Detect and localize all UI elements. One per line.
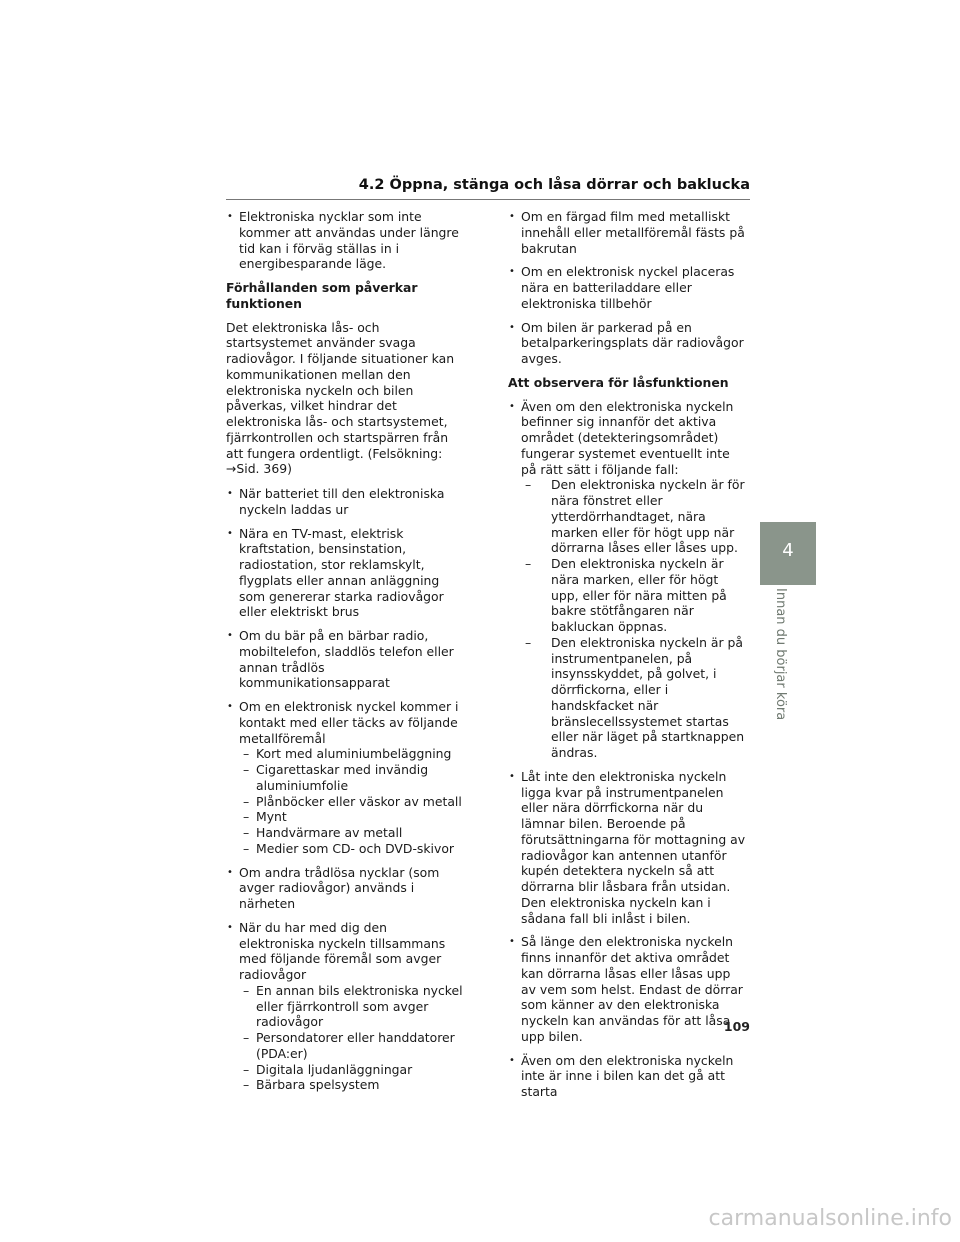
list-item xyxy=(226,526,466,621)
list-item-text: Om en färgad film med metalliskt innehåll eller metallföremål fästs på bakrutan xyxy=(521,209,745,256)
sub-list-item: – Den elektroniska nyckeln är för nära fönstret eller ytterdörrhandtaget, nära marken eller för högt upp när dörrarna låses eller låses upp. xyxy=(508,477,748,556)
paragraph-text: Det elektroniska lås- och startsystemet använder svaga radiovågor. I följande situationer kan kommunikationen mellan den elektroniska nyckeln och bilen påverkas, vilket hindrar det elektroniska lås- och startsystemet, fjärrkontrollen och startspärren från att fungera ordentligt. (Felsökning: xyxy=(226,319,455,461)
list-item xyxy=(508,399,748,761)
conditions-list xyxy=(226,486,466,1093)
section-heading: Förhållanden som påverkar funktionen xyxy=(226,280,418,311)
sub-list-item: – Cigarettaskar med invändig aluminiumfolie xyxy=(226,762,466,794)
list-item-text: Om en elektronisk nyckel kommer i kontakt med eller täcks av följande metallföremål xyxy=(239,699,459,746)
sub-list-item: – Persondatorer eller handdatorer (PDA:er) xyxy=(226,1030,466,1062)
list-item xyxy=(226,865,466,912)
body-paragraph xyxy=(226,320,466,478)
list-item xyxy=(508,769,748,927)
list-item-text: Om andra trådlösa nycklar (som avger radiovågor) används i närheten xyxy=(239,864,440,911)
list-item-text: Nära en TV-mast, elektrisk kraftstation, bensinstation, radiostation, stor reklamskylt, flygplats eller annan anläggning som genererar starka radiovågor eller elektriskt brus xyxy=(239,525,444,620)
list-item xyxy=(226,920,466,1093)
list-item xyxy=(508,320,748,367)
sub-list-item: – Plånböcker eller väskor av metall xyxy=(226,794,466,810)
sub-list-item: – Medier som CD- och DVD-skivor xyxy=(226,841,466,857)
sub-list-item: – En annan bils elektroniska nyckel eller fjärrkontroll som avger radiovågor xyxy=(226,983,466,1030)
watermark: carmanualsonline.info xyxy=(708,1206,952,1231)
sub-list xyxy=(508,477,748,761)
chapter-header: 4.2 Öppna, stänga och låsa dörrar och baklucka xyxy=(358,177,750,193)
sub-list xyxy=(226,746,466,856)
sub-list-item: – Digitala ljudanläggningar xyxy=(226,1062,466,1078)
list-item-text: När du har med dig den elektroniska nyckeln tillsammans med följande föremål som avger radiovågor xyxy=(239,919,446,982)
right-column xyxy=(508,209,748,1108)
list-item xyxy=(226,628,466,691)
list-item-text: När batteriet till den elektroniska nyckeln laddas ur xyxy=(239,486,445,517)
chapter-side-label: Innan du börjar köra xyxy=(773,588,788,721)
lock-notes-list xyxy=(508,399,748,1100)
sub-list-item: – Bärbara spelsystem xyxy=(226,1077,466,1093)
list-item xyxy=(226,486,466,518)
sub-list-item: – Mynt xyxy=(226,809,466,825)
list-item-text: Så länge den elektroniska nyckeln finns innanför det aktiva området kan dörrarna låsas eller låsas upp av vem som helst. Endast de dörrar som känner av den elektroniska nyckeln kan användas för att låsa upp bilen. xyxy=(521,934,743,1044)
conditions-list-continued xyxy=(508,209,748,367)
sub-list-item: – Den elektroniska nyckeln är nära marken, eller för högt upp, eller för nära mitten på bakre stötfångaren när bakluckan öppnas. xyxy=(508,556,748,635)
sub-list-item: – Den elektroniska nyckeln är på instrumentpanelen, på insynsskyddet, på golvet, i dörrfickorna, eller i handskfacket när bränslecellssystemet startas eller när läget på startknappen ändras. xyxy=(508,635,748,761)
list-item-text: Om en elektronisk nyckel placeras nära en batteriladdare eller elektroniska tillbehör xyxy=(521,264,735,311)
list-item-text: Elektroniska nycklar som inte kommer att användas under längre tid kan i förväg ställas in i energibesparande läge. xyxy=(239,209,459,272)
list-item-text: Låt inte den elektroniska nyckeln ligga kvar på instrumentpanelen eller nära dörrfickorna när du lämnar bilen. Beroende på förutsättningarna för mottagning av radiovågor kan antennen utanför kupén detektera nyckeln så att dörrarna blir låsbara från utsidan. Den elektroniska nyckeln kan i sådana fall bli inlåst i bilen. xyxy=(521,768,746,926)
left-column xyxy=(226,209,466,1101)
list-item xyxy=(508,264,748,311)
sub-list-item: – Handvärmare av metall xyxy=(226,825,466,841)
list-item xyxy=(508,1053,748,1100)
page-reference-link[interactable]: →Sid. 369) xyxy=(226,461,292,477)
chapter-number: 4 xyxy=(782,540,794,561)
intro-list xyxy=(226,209,466,272)
list-item-text: Även om den elektroniska nyckeln inte är inne i bilen kan det gå att starta xyxy=(521,1052,734,1099)
list-item-text: Om bilen är parkerad på en betalparkeringsplats där radiovågor avges. xyxy=(521,319,744,366)
list-item xyxy=(226,209,466,272)
list-item xyxy=(508,209,748,256)
sub-list-item: – Kort med aluminiumbeläggning xyxy=(226,746,466,762)
sub-list xyxy=(226,983,466,1093)
header-divider xyxy=(226,199,750,200)
section-heading: Att observera för låsfunktionen xyxy=(508,374,729,390)
list-item-text: Även om den elektroniska nyckeln befinner sig innanför det aktiva området (detekteringsområdet) fungerar systemet eventuellt inte på rätt sätt i följande fall: xyxy=(521,398,734,477)
list-item-text: Om du bär på en bärbar radio, mobiltelefon, sladdlös telefon eller annan trådlös kommunikationsapparat xyxy=(239,628,454,691)
page-number: 109 xyxy=(723,1019,750,1034)
list-item xyxy=(226,699,466,857)
